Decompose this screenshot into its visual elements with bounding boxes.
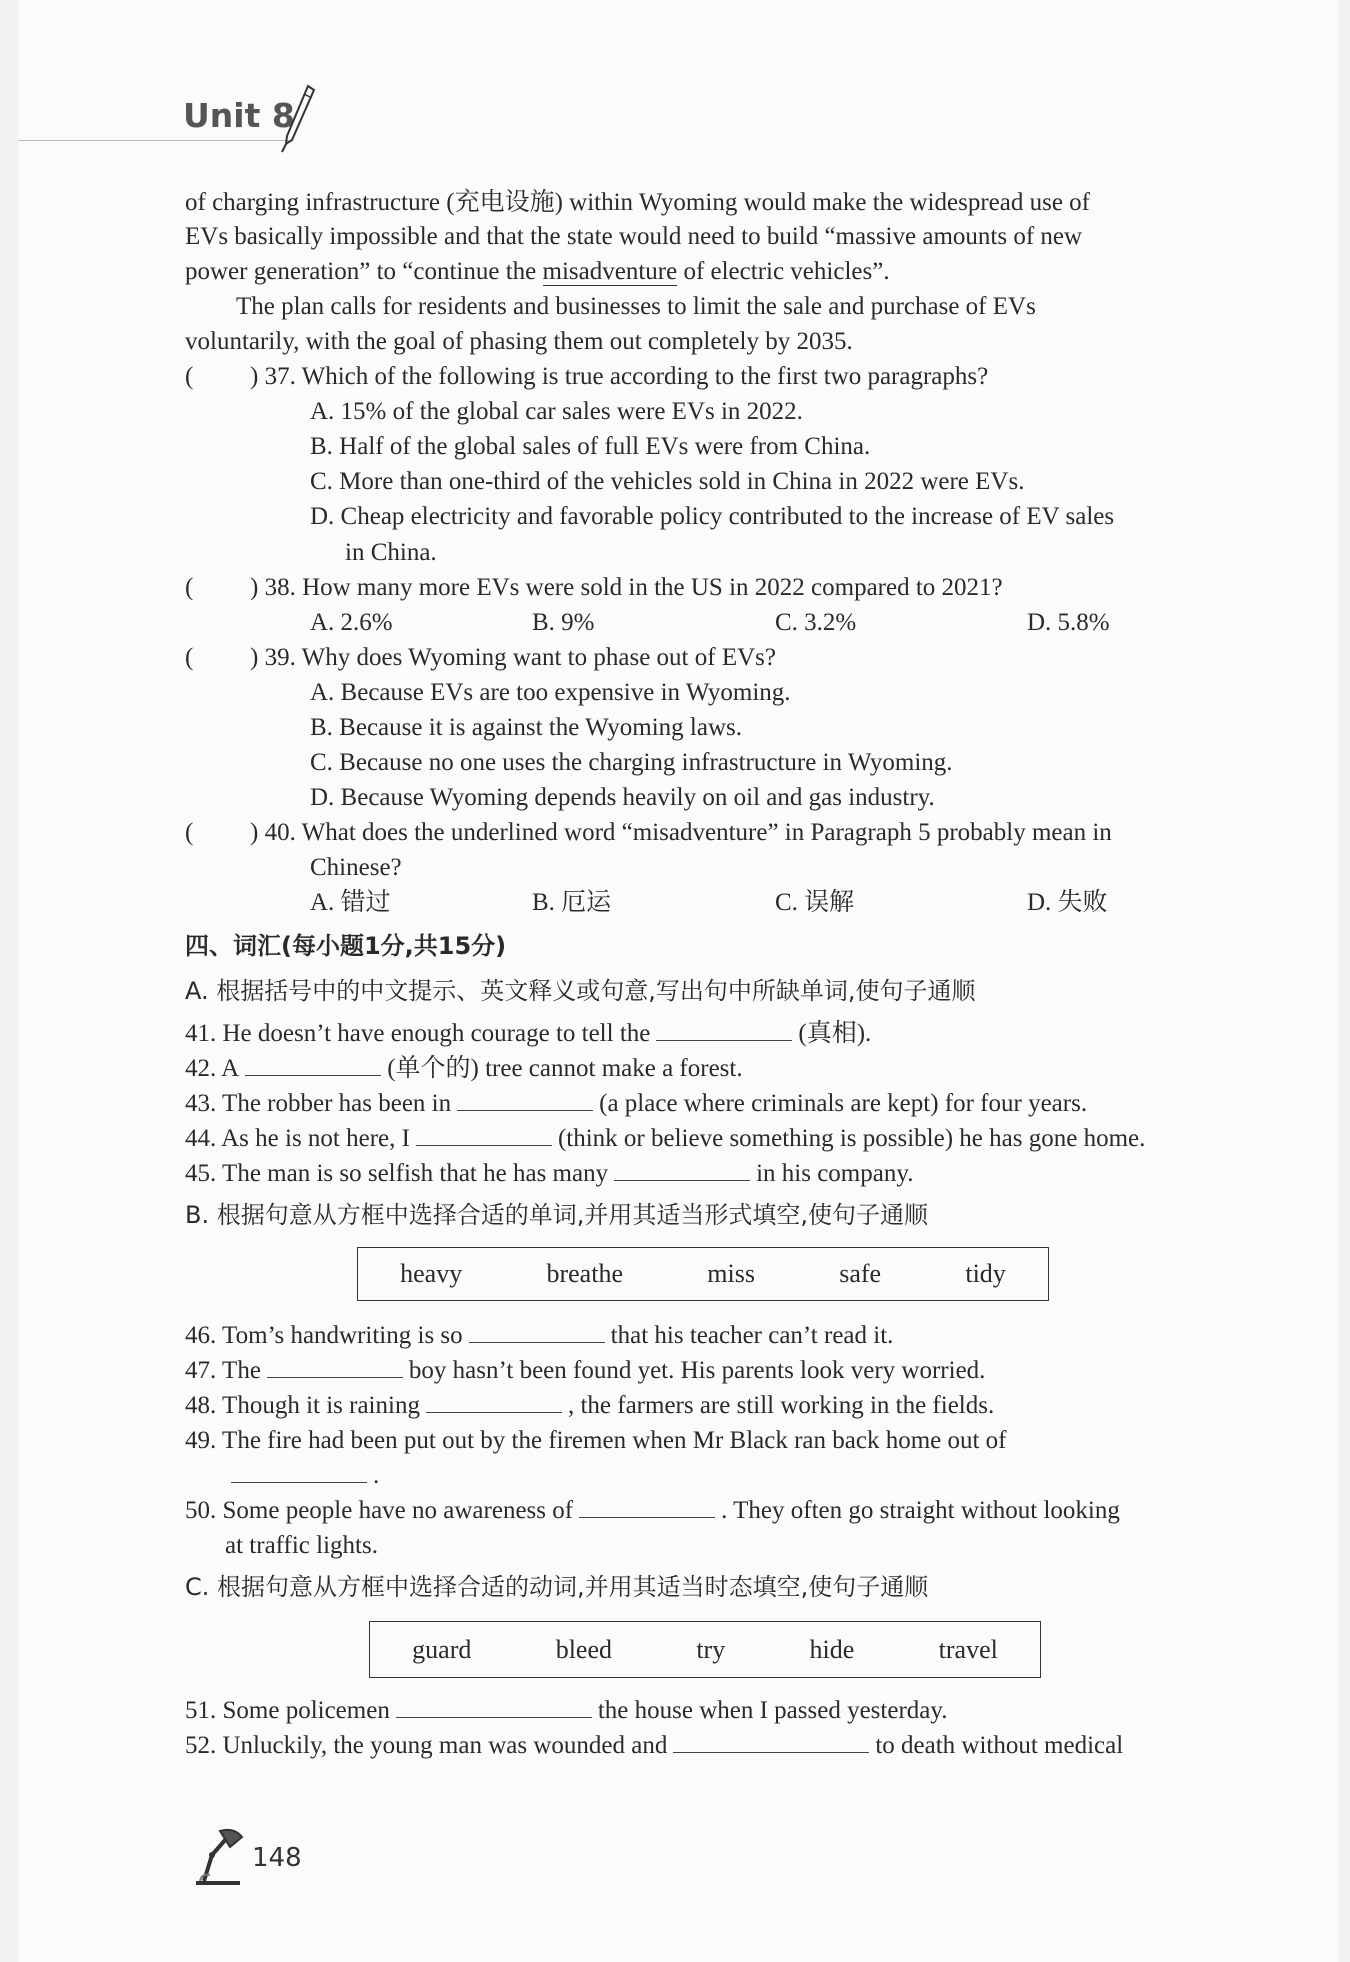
question-39-option-b: B. Because it is against the Wyoming laws.: [310, 714, 742, 741]
question-46: [185, 1319, 893, 1353]
word-box-item: tidy: [965, 1259, 1006, 1288]
passage-text: of electric vehicles”.: [677, 258, 890, 285]
question-52-text: 52. Unluckily, the young man was wounded and: [185, 1732, 668, 1759]
word-box-item: bleed: [555, 1634, 612, 1664]
passage-line-4: The plan calls for residents and businesses to limit the sale and purchase of EVs: [236, 293, 1036, 320]
answer-blank-46[interactable]: [469, 1320, 605, 1343]
question-42-text: 42. A: [185, 1055, 240, 1082]
word-box-c: [369, 1621, 1041, 1678]
part-a-instruction: A. 根据括号中的中文提示、英文释义或句意,写出句中所缺单词,使句子通顺: [185, 977, 976, 1005]
answer-blank-49[interactable]: [231, 1460, 367, 1483]
question-41-hint: (真相).: [798, 1020, 872, 1047]
question-47-text: 47. The: [185, 1357, 261, 1384]
part-b-instruction: B. 根据句意从方框中选择合适的单词,并用其适当形式填空,使句子通顺: [185, 1201, 928, 1229]
header-rule: [18, 140, 293, 141]
question-40-paren: (: [185, 819, 194, 846]
question-51-text: 51. Some policemen: [185, 1697, 390, 1724]
question-50-text-end: . They often go straight without looking: [721, 1497, 1120, 1524]
word-box-item: travel: [938, 1634, 998, 1664]
word-box-item: breathe: [546, 1259, 623, 1288]
desk-lamp-icon: [190, 1825, 246, 1887]
passage-line-2: EVs basically impossible and that the state would need to build “massive amounts of new: [185, 223, 1083, 250]
question-43: [185, 1087, 1087, 1121]
page-number: 148: [252, 1843, 302, 1873]
question-51-text-end: the house when I passed yesterday.: [597, 1697, 948, 1724]
question-37-option-b: B. Half of the global sales of full EVs were from China.: [310, 433, 871, 460]
word-box-item: hide: [809, 1634, 855, 1664]
word-box-item: heavy: [400, 1259, 463, 1288]
question-39-option-c: C. Because no one uses the charging infrastructure in Wyoming.: [310, 749, 953, 776]
question-46-text: 46. Tom’s handwriting is so: [185, 1322, 463, 1349]
question-45: [185, 1157, 913, 1191]
question-49-cont: [225, 1459, 379, 1493]
question-37-option-c: C. More than one-third of the vehicles sold in China in 2022 were EVs.: [310, 468, 1025, 495]
question-40-stem: ) 40. What does the underlined word “misadventure” in Paragraph 5 probably mean in: [250, 819, 1112, 846]
pen-icon: [278, 84, 318, 154]
question-37-option-d: D. Cheap electricity and favorable policy contributed to the increase of EV sales: [310, 503, 1115, 530]
word-box-item: safe: [839, 1259, 882, 1288]
passage-line-5: voluntarily, with the goal of phasing them out completely by 2035.: [185, 328, 853, 355]
question-40-option-b: B. 厄运: [532, 889, 612, 916]
question-50-text: 50. Some people have no awareness of: [185, 1497, 574, 1524]
question-52: [185, 1729, 1123, 1763]
question-47-text-end: boy hasn’t been found yet. His parents look very worried.: [408, 1357, 986, 1384]
word-box-item: miss: [707, 1259, 755, 1288]
question-38-option-b: B. 9%: [532, 609, 595, 636]
question-52-text-end: to death without medical: [875, 1732, 1124, 1759]
question-47: [185, 1354, 985, 1388]
answer-blank-45[interactable]: [614, 1158, 750, 1181]
question-49: 49. The fire had been put out by the firemen when Mr Black ran back home out of: [185, 1427, 1007, 1454]
question-50: [185, 1494, 1120, 1528]
question-44-hint: (think or believe something is possible) he has gone home.: [557, 1125, 1146, 1152]
question-48: [185, 1389, 994, 1423]
answer-blank-52[interactable]: [673, 1730, 869, 1753]
word-box-item: guard: [412, 1634, 472, 1664]
question-39-paren: (: [185, 644, 194, 671]
word-box-b: [357, 1247, 1049, 1301]
answer-blank-47[interactable]: [267, 1355, 403, 1378]
section-4-title: 四、词汇(每小题1分,共15分): [185, 932, 507, 960]
question-43-hint: (a place where criminals are kept) for four years.: [599, 1090, 1088, 1117]
underlined-word: misadventure: [542, 258, 678, 285]
question-37-option-d-cont: in China.: [345, 539, 437, 566]
passage-line-3: [185, 255, 890, 289]
answer-blank-41[interactable]: [656, 1018, 792, 1041]
question-41: [185, 1017, 871, 1051]
question-40-option-a: A. 错过: [310, 889, 391, 916]
question-37-stem: ) 37. Which of the following is true according to the first two paragraphs?: [250, 363, 989, 390]
question-38-option-a: A. 2.6%: [310, 609, 393, 636]
question-38-option-c: C. 3.2%: [775, 609, 857, 636]
question-45-text: 45. The man is so selfish that he has many: [185, 1160, 609, 1187]
question-37-paren: (: [185, 363, 194, 390]
answer-blank-44[interactable]: [416, 1123, 552, 1146]
answer-blank-51[interactable]: [396, 1695, 592, 1718]
question-37-option-a: A. 15% of the global car sales were EVs in 2022.: [310, 398, 803, 425]
question-40-option-d: D. 失败: [1027, 889, 1108, 916]
part-c-instruction: C. 根据句意从方框中选择合适的动词,并用其适当时态填空,使句子通顺: [185, 1573, 929, 1601]
answer-blank-42[interactable]: [245, 1053, 381, 1076]
question-48-text-end: , the farmers are still working in the fields.: [567, 1392, 995, 1419]
unit-title: Unit 8: [183, 96, 295, 135]
question-40-option-c: C. 误解: [775, 889, 855, 916]
question-39-stem: ) 39. Why does Wyoming want to phase out of EVs?: [250, 644, 776, 671]
question-41-text: 41. He doesn’t have enough courage to tell the: [185, 1020, 651, 1047]
question-44-text: 44. As he is not here, I: [185, 1125, 410, 1152]
question-48-text: 48. Though it is raining: [185, 1392, 420, 1419]
question-49-period: .: [373, 1462, 380, 1489]
answer-blank-50[interactable]: [579, 1495, 715, 1518]
passage-text: power generation” to “continue the: [185, 258, 543, 285]
question-51: [185, 1694, 948, 1728]
question-45-text-end: in his company.: [756, 1160, 914, 1187]
question-44: [185, 1122, 1145, 1156]
question-38-stem: ) 38. How many more EVs were sold in the US in 2022 compared to 2021?: [250, 574, 1003, 601]
question-39-option-a: A. Because EVs are too expensive in Wyoming.: [310, 679, 791, 706]
question-38-option-d: D. 5.8%: [1027, 609, 1110, 636]
question-43-text: 43. The robber has been in: [185, 1090, 452, 1117]
question-39-option-d: D. Because Wyoming depends heavily on oil and gas industry.: [310, 784, 935, 811]
answer-blank-43[interactable]: [457, 1088, 593, 1111]
passage-line-1: of charging infrastructure (充电设施) within Wyoming would make the widespread use of: [185, 189, 1090, 216]
question-46-text-end: that his teacher can’t read it.: [610, 1322, 894, 1349]
word-box-item: try: [696, 1634, 726, 1664]
question-50-cont: at traffic lights.: [225, 1532, 378, 1559]
answer-blank-48[interactable]: [426, 1390, 562, 1413]
question-42: [185, 1052, 743, 1086]
question-38-paren: (: [185, 574, 194, 601]
unit-header: [18, 96, 1338, 156]
question-42-hint: (单个的) tree cannot make a forest.: [387, 1055, 743, 1082]
question-40-stem-cont: Chinese?: [310, 854, 402, 881]
